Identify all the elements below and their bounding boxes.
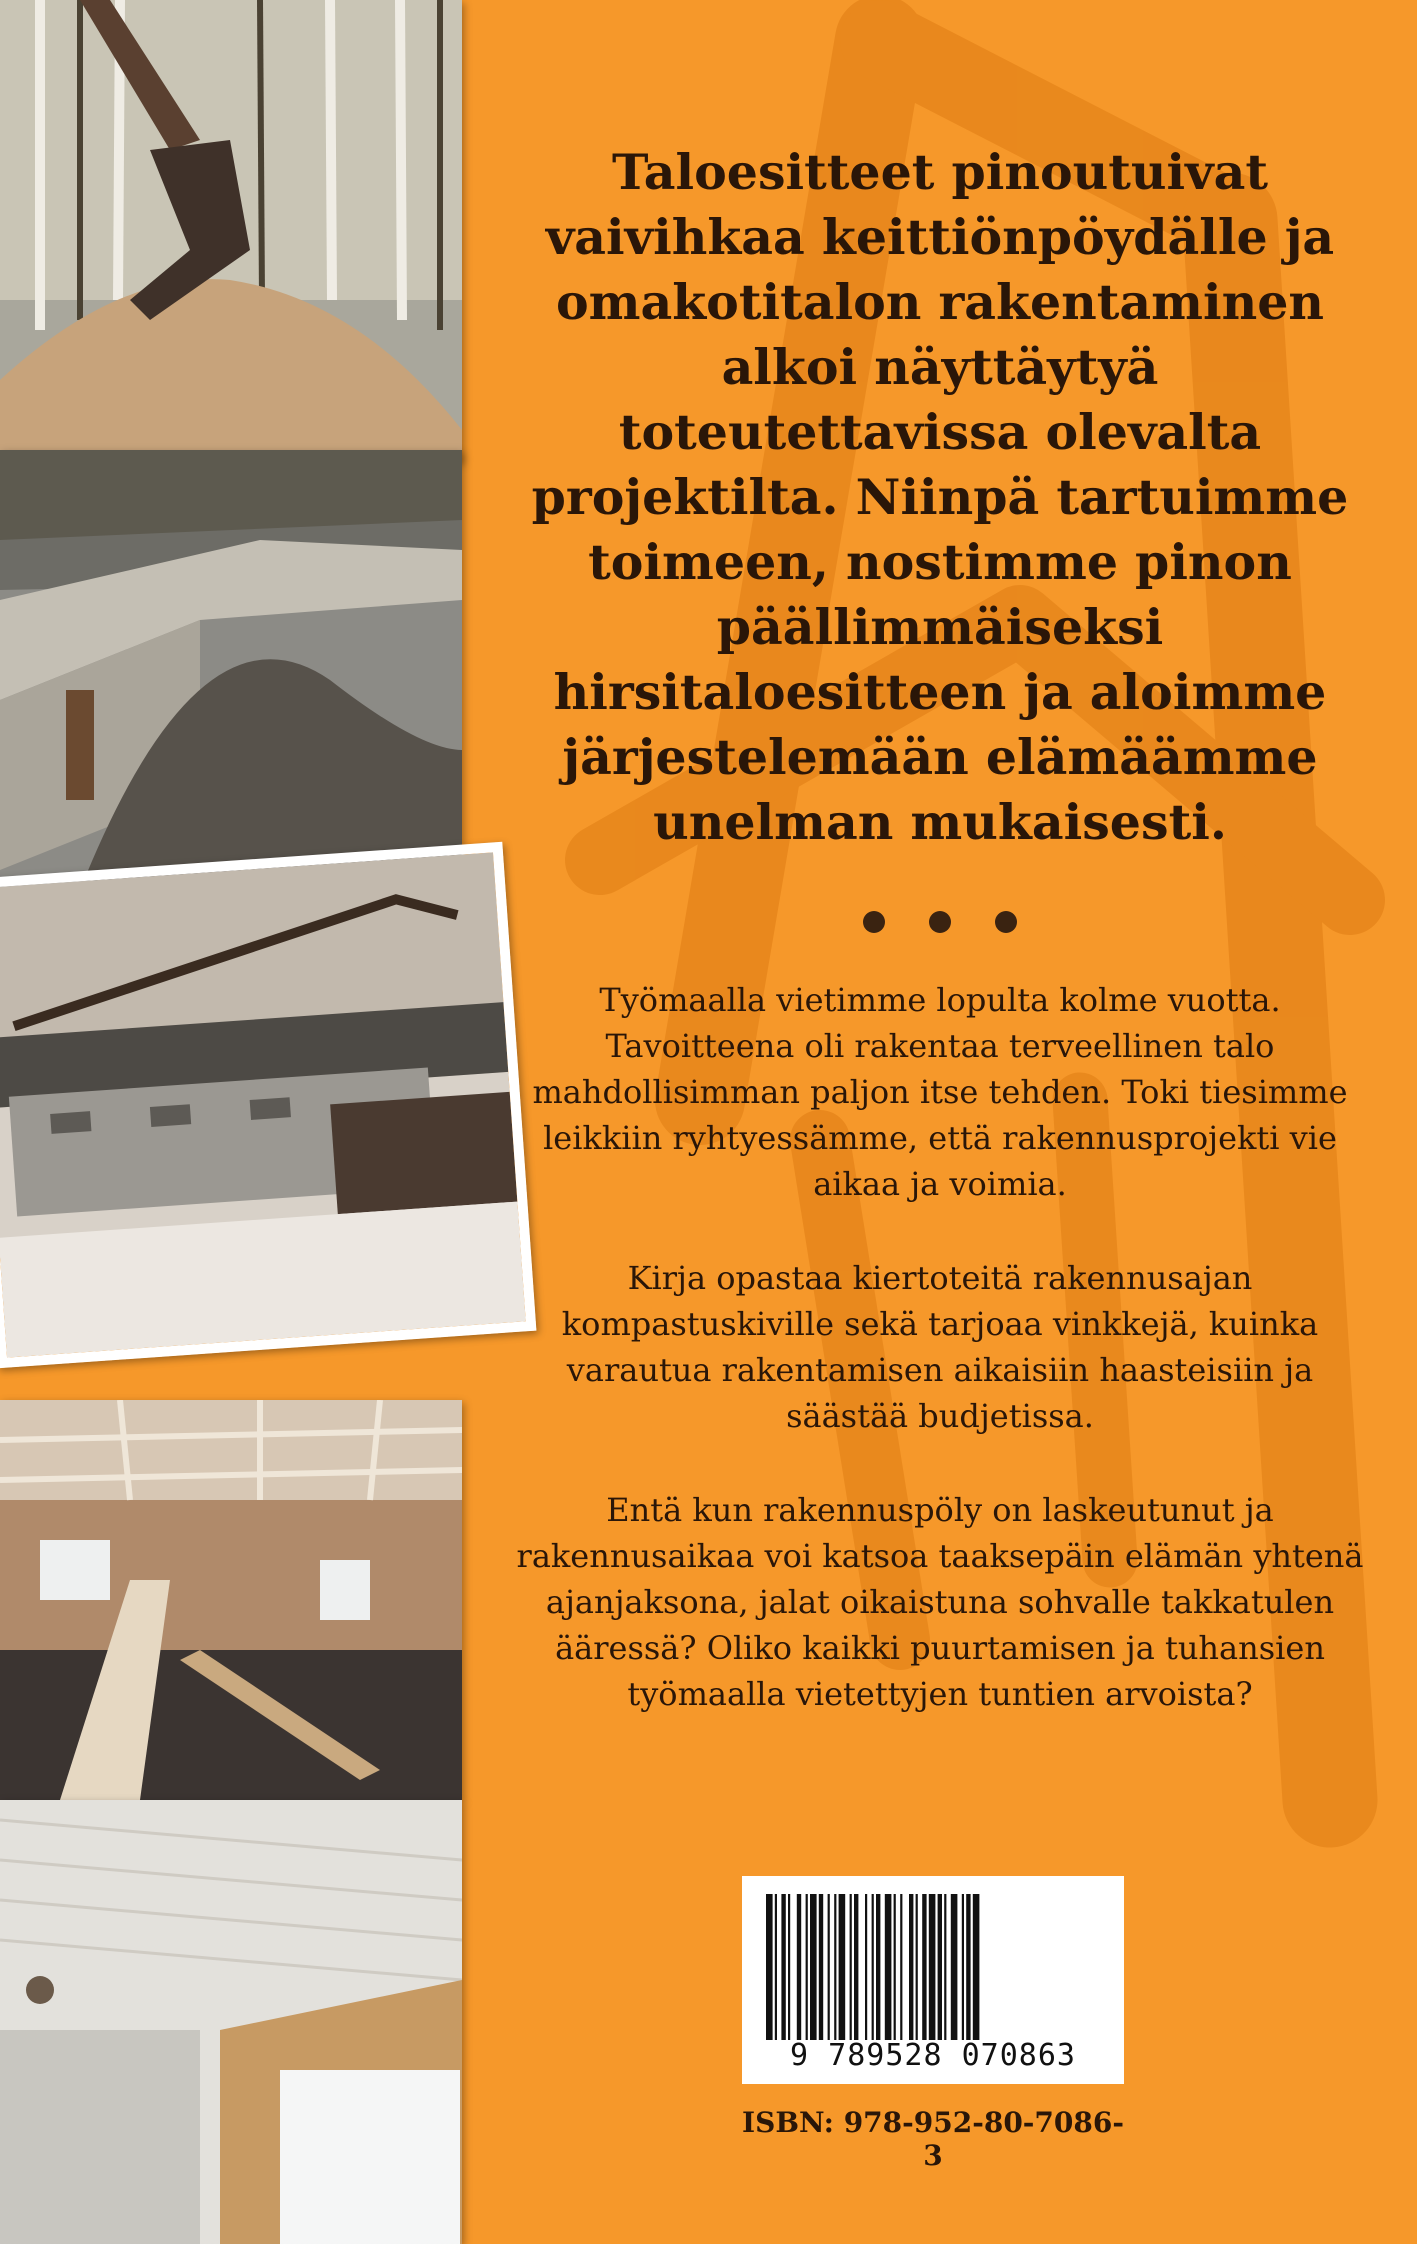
- barcode-bar: [962, 1894, 964, 2040]
- barcode-bar: [973, 1894, 980, 2040]
- barcode-bar: [834, 1894, 836, 2040]
- barcode-bars: [766, 1894, 1100, 2040]
- separator-dots: [510, 911, 1370, 933]
- crane-photo: [0, 842, 536, 1368]
- back-cover-text: [510, 140, 1370, 1765]
- barcode-bar: [810, 1894, 817, 2040]
- barcode-bar: [797, 1894, 801, 2040]
- barcode-bar: [909, 1894, 913, 2040]
- barcode-bar: [876, 1894, 880, 2040]
- barcode-bar: [966, 1894, 970, 2040]
- barcode-bar: [788, 1894, 790, 2040]
- dot-icon: [995, 911, 1017, 933]
- barcode-bar: [894, 1894, 896, 2040]
- barcode: [742, 1876, 1124, 2084]
- barcode-bar: [775, 1894, 777, 2040]
- barcode-bar: [944, 1894, 946, 2040]
- photo-strip: [0, 0, 470, 2244]
- barcode-bar: [929, 1894, 936, 2040]
- barcode-bar: [938, 1894, 942, 2040]
- paragraph: Entä kun rakennuspöly on laskeutunut ja rakennusaikaa voi katsoa taaksepäin elämän yhtenä ajanjaksona, jalat oikaistuna sohvalle takkatulen ääressä? Oliko kaikki puurtamisen ja tuhansien työmaalla vietettyjen tuntien arvoista?: [516, 1491, 1364, 1713]
- barcode-bar: [922, 1894, 926, 2040]
- foundation-photo: [0, 450, 462, 890]
- barcode-digits: 9 789528 070863: [790, 2038, 1076, 2073]
- barcode-bar: [766, 1894, 773, 2040]
- isbn-label: ISBN: 978-952-80-7086-3: [742, 2106, 1124, 2172]
- barcode-bar: [872, 1894, 874, 2040]
- barcode-bar: [850, 1894, 852, 2040]
- barcode-bar: [865, 1894, 867, 2040]
- dot-icon: [863, 911, 885, 933]
- dot-icon: [929, 911, 951, 933]
- barcode-bar: [806, 1894, 808, 2040]
- barcode-bar: [900, 1894, 902, 2040]
- barcode-bar: [819, 1894, 823, 2040]
- interior-frame-photo: [0, 1400, 462, 1800]
- barcode-bar: [951, 1894, 958, 2040]
- ceiling-photo: [0, 1800, 462, 2244]
- barcode-bar: [885, 1894, 892, 2040]
- paragraph: Työmaalla vietimme lopulta kolme vuotta. Tavoitteena oli rakentaa terveellinen talo mahdollisimman paljon itse tehden. Toki tiesimme leikkiin ryhtyessämme, että rakennusprojekti vie aikaa ja voimia.: [532, 981, 1348, 1203]
- excavator-photo: [0, 0, 462, 462]
- barcode-bar: [781, 1894, 785, 2040]
- barcode-bar: [839, 1894, 846, 2040]
- barcode-bar: [916, 1894, 918, 2040]
- barcode-bar: [854, 1894, 858, 2040]
- intro-blurb: Taloesitteet pinoutuivat vaivihkaa keittiönpöydälle ja omakotitalon rakentaminen alkoi näyttäytyä toteutettavissa olevalta projektilta. Niinpä tartuimme toimeen, nostimme pinon päällimmäiseksi hirsitaloesitteen ja aloimme järjestelemään elämäämme unelman mukaisesti.: [531, 143, 1349, 851]
- barcode-bar: [828, 1894, 830, 2040]
- paragraph: Kirja opastaa kiertoteitä rakennusajan kompastuskiville sekä tarjoaa vinkkejä, kuinka varautua rakentamisen aikaisiin haasteisiin ja säästää budjetissa.: [561, 1259, 1319, 1435]
